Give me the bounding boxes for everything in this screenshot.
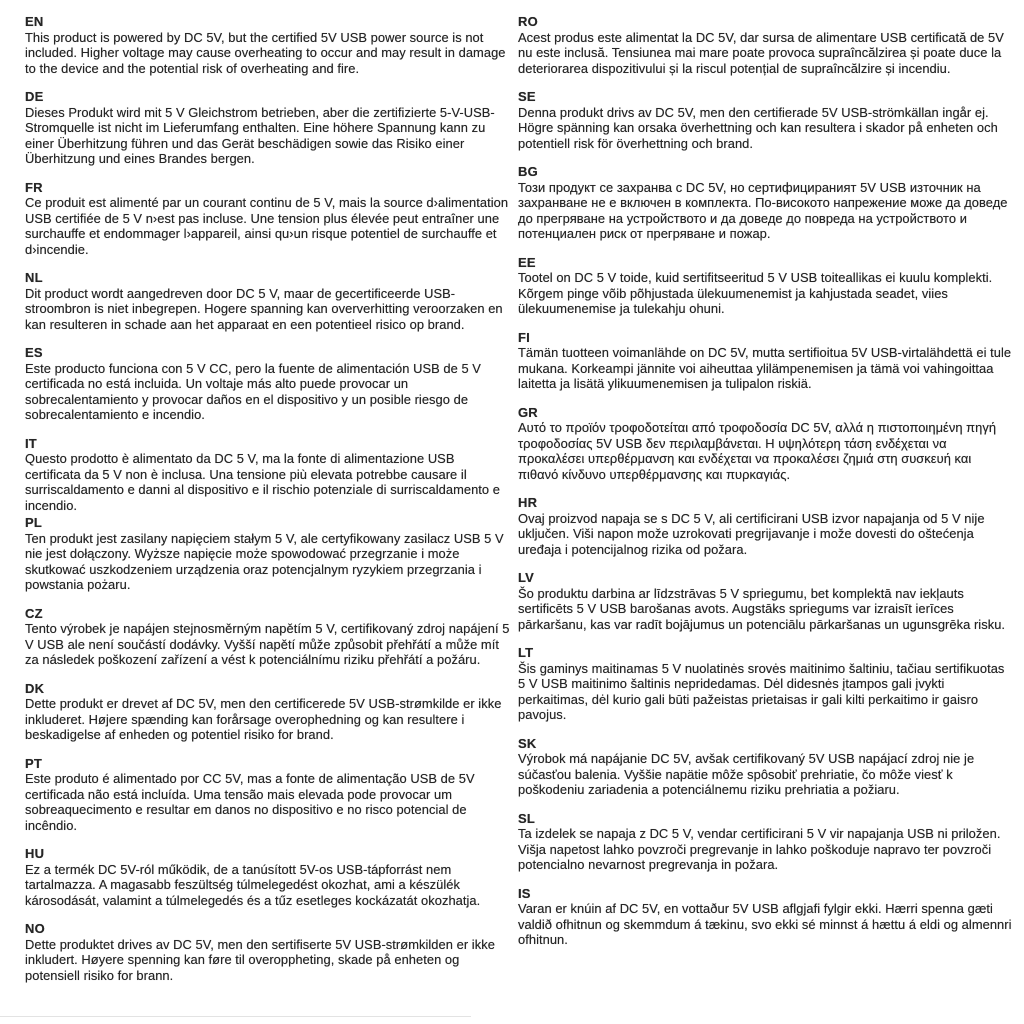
warning-text: Este produto é alimentado por CC 5V, mas a fonte de alimentação USB de 5V certificada não está incluída. Uma tensão mais elevada pode provocar um sobreaquecimento e resultar em danos no dispositivo e no risco potencial de incêndio. [25,771,475,833]
warning-text: Dit product wordt aangedreven door DC 5 V, maar de gecertificeerde USB-stroombron is niet inbegrepen. Hogere spanning kan oververhitting veroorzaken en kan resulteren in schade aan het apparaat en een potentieel risico op brand. [25,285,503,332]
language-code-label: FI [518,329,530,345]
warning-text: Acest produs este alimentat la DC 5V, dar sursa de alimentare USB certificată de 5V nu este inclusă. Tensiunea mai mare poate provoca supraîncălzirea și poate duce la deteriorarea dispozitivului și la riscul potențial de supraîncălzire și incendiu. [518,29,1004,76]
language-code-label: GR [518,404,538,420]
language-block-en [25,14,512,76]
language-code-label: DK [25,680,45,696]
language-block-sk [518,736,1012,798]
language-code-label: RO [518,14,538,29]
warning-text: Questo prodotto è alimentato da DC 5 V, ma la fonte di alimentazione USB certificata da 5 V non è inclusa. Una tensione più elevata potrebbe causare il surriscaldamento e danni al dispositivo e il rischio potenziale di surriscaldamento e incendio. [25,451,500,513]
language-code-label: PT [25,755,43,771]
language-code-label: BG [518,164,538,179]
language-code-label: HU [25,846,45,861]
language-block-bg [518,164,1012,242]
warning-column-left [25,14,512,996]
language-code-label: FR [25,179,43,195]
language-block-dk [25,681,512,743]
warning-text: Výrobok má napájanie DC 5V, avšak certifikovaný 5V USB napájací zdroj nie je súčasťou balenia. Vyššie napätie môže spôsobiť prehriatie, čo môže viesť k poškodeniu zariadenia a potenciálnemu riziku prehriatia a požiaru. [518,751,975,797]
language-code-label: LT [518,645,534,660]
warning-text: Tento výrobek je napájen stejnosměrným napětím 5 V, certifikovaný zdroj napájení 5 V USB ale není součástí dodávky. Vyšší napětí může způsobit přehřátí a může mít za následek poškození zařízení a vést k potenciálnímu riziku přehřátí a požáru. [25,621,510,667]
language-block-lv [518,570,1012,632]
warning-text: Ce produit est alimenté par un courant continu de 5 V, mais la source d›alimentation USB certifiée de 5 V n›est pas incluse. Une tension plus élevée peut entraîner une surchauffe et endommager l›appareil, ainsi qu›un risque potentiel de surchauffe et d›incendie. [25,195,509,257]
language-block-hr [518,495,1012,557]
warning-text: Tootel on DC 5 V toide, kuid sertifitseeritud 5 V USB toiteallikas ei kuulu komplekti. Kõrgem pinge võib põhjustada ülekuumenemist ja kahjustada seadet, viies ülekuumenemise ja tulekahju ohuni. [518,270,993,316]
scan-edge-artifact [0,1016,471,1017]
language-code-label: NO [25,921,45,936]
language-block-ee [518,255,1012,317]
language-block-lt [518,645,1012,723]
warning-text: Šis gaminys maitinamas 5 V nuolatinės srovės maitinimo šaltiniu, tačiau sertifikuotas 5 V USB maitinimo šaltinis nepridedamas. Dėl didesnės įtampos gali įvykti perkaitimas, dėl kurio gali būti pažeistas prietaisas ir gali kilti perkaitimo ir gaisro pavojus. [518,660,1005,722]
warning-text: Αυτό το προϊόν τροφοδοτείται από τροφοδοσία DC 5V, αλλά η πιστοποιημένη πηγή τροφοδοσίας 5V USB δεν περιλαμβάνεται. Η υψηλότερη τάση ενδέχεται να προκαλέσει υπερθέρμανση και ενδέχεται να προκαλέσει ζημιά στη συσκευή και πιθανό κίνδυνο υπερθέρμανσης και πυρκαγιάς. [518,420,997,482]
language-block-it [25,436,512,514]
language-code-label: EN [25,14,44,29]
language-code-label: SK [518,735,537,751]
language-code-label: LV [518,570,535,585]
warning-text: Dette produktet drives av DC 5V, men den sertifiserte 5V USB-strømkilden er ikke inkludert. Høyere spenning kan føre til overoppheting, skade på enheten og potensiell risiko for brann. [25,936,495,983]
warning-text: Varan er knúin af DC 5V, en vottaður 5V USB aflgjafi fylgir ekki. Hærri spenna gæti valdið ofhitnun og skemmdum á tækinu, svo ekki sé minnst á hættu á eldi og almennri ofhitnun. [518,901,1012,947]
warning-column-right [518,14,1012,961]
warning-text: Dieses Produkt wird mit 5 V Gleichstrom betrieben, aber die zertifizierte 5-V-USB-Stromquelle ist nicht im Lieferumfang enthalten. Eine höhere Spannung kann zu einer Überhitzung führen und das Gerät beschädigen sowie das Risiko einer Überhitzung und eines Brandes bergen. [25,104,495,166]
language-block-pt [25,756,512,834]
warning-text: Този продукт се захранва с DC 5V, но сертифицираният 5V USB източник на захранване не е включен в комплекта. По-високото напрежение може да доведе до прегряване на устройството и да доведе до повреда на устройството и потенциален риск от прегряване и пожар. [518,179,1008,241]
warning-text: This product is powered by DC 5V, but the certified 5V USB power source is not included. Higher voltage may cause overheating to occur and may result in damage to the device and the potential risk of overheating and fire. [25,29,506,76]
warning-text: Ta izdelek se napaja z DC 5 V, vendar certificirani 5 V vir napajanja USB ni priložen. Višja napetost lahko povzroči pregrevanje in lahko poškoduje napravo ter povzroči potencialno nevarnost pregrevanja in požara. [518,826,1001,872]
language-code-label: PL [25,515,43,530]
language-block-de [25,89,512,167]
language-block-fi [518,330,1012,392]
language-block-nl [25,270,512,332]
language-code-label: SE [518,89,536,104]
warning-text: Dette produkt er drevet af DC 5V, men den certificerede 5V USB-strømkilde er ikke inkluderet. Højere spænding kan forårsage overophedning og kan resultere i beskadigelse af enheden og potentiel risiko for brand. [25,696,502,742]
language-block-sl [518,811,1012,873]
language-code-label: SL [518,810,536,826]
language-block-es [25,345,512,423]
language-block-hu [25,846,512,908]
warning-text: Ovaj proizvod napaja se s DC 5 V, ali certificirani USB izvor napajanja od 5 V nije uključen. Viši napon može uzrokovati pregrijavanje i može dovesti do oštećenja uređaja i potencijalnog rizika od požara. [518,510,985,557]
language-code-label: ES [25,345,43,360]
language-block-gr [518,405,1012,483]
warning-text: Este producto funciona con 5 V CC, pero la fuente de alimentación USB de 5 V certificada no está incluida. Un voltaje más alto puede provocar un sobrecalentamiento y provocar daños en el dispositivo y un posible riesgo de sobrecalentamiento e incendio. [25,360,481,422]
language-block-no [25,921,512,983]
language-code-label: IT [25,435,37,451]
warning-text: Tämän tuotteen voimanlähde on DC 5V, mutta sertifioitua 5V USB-virtalähdettä ei tule mukana. Korkeampi jännite voi aiheuttaa ylilämpenemisen ja tämä voi vahingoittaa laitetta ja lisätä ylikuumenemisen ja tulipalon riskiä. [518,345,1012,391]
language-code-label: EE [518,254,536,270]
language-block-is [518,886,1012,948]
language-code-label: CZ [25,605,43,621]
language-block-pl [25,515,512,593]
warning-text: Ten produkt jest zasilany napięciem stałym 5 V, ale certyfikowany zasilacz USB 5 V nie jest dołączony. Wyższe napięcie może spowodować przegrzanie i może skutkować uszkodzeniem urządzenia oraz potencjalnym ryzykiem przegrzania i powstania pożaru. [25,530,504,592]
language-code-label: HR [518,495,538,510]
language-code-label: IS [518,885,531,901]
language-code-label: NL [25,270,43,285]
warning-text: Ez a termék DC 5V-ról működik, de a tanúsított 5V-os USB-tápforrást nem tartalmazza. A magasabb feszültség túlmelegedést okozhat, ami a készülék károsodását, valamint a túlmelegedés és a tűz esetleges kockázatát okozhatja. [25,861,481,908]
warning-notice-page [25,14,1014,996]
warning-text: Denna produkt drivs av DC 5V, men den certifierade 5V USB-strömkällan ingår ej. Högre spänning kan orsaka överhettning och kan resultera i skador på enheten och potentiell risk för överhettning och brand. [518,104,998,151]
language-block-se [518,89,1012,151]
language-code-label: DE [25,89,44,104]
warning-text: Šo produktu darbina ar līdzstrāvas 5 V spriegumu, bet komplektā nav iekļauts sertificēts 5 V USB barošanas avots. Augstāks spriegums var izraisīt ierīces pārkaršanu, kas var radīt bojājumus un potenciālu pārkaršanas un ugunsgrēka risku. [518,585,1006,632]
language-block-ro [518,14,1012,76]
language-block-fr [25,180,512,258]
language-block-cz [25,606,512,668]
